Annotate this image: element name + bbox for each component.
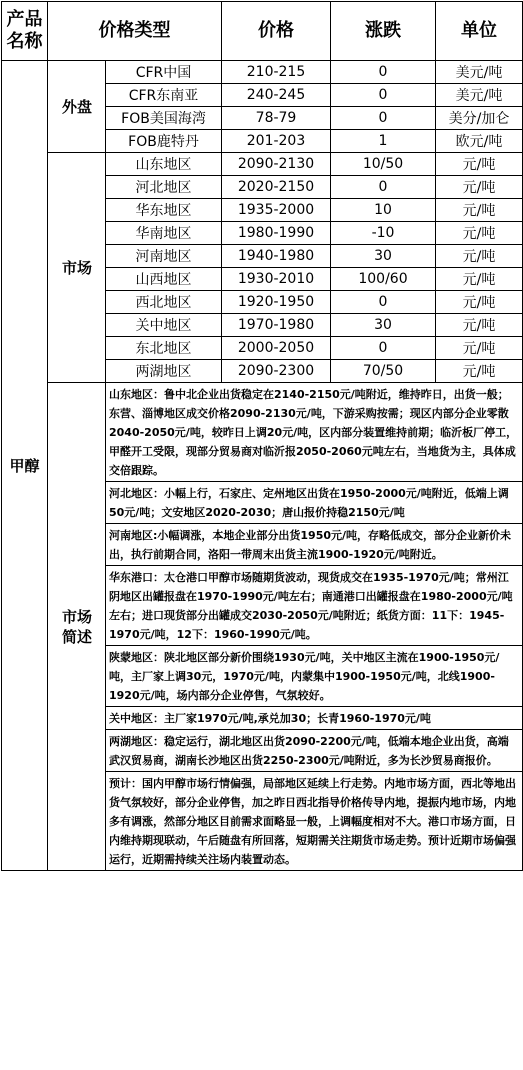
header-price: 价格 xyxy=(222,2,331,61)
price-cell: 1935-2000 xyxy=(222,199,331,222)
price-cell: 201-203 xyxy=(222,130,331,153)
external-group-label: 外盘 xyxy=(48,61,106,153)
price-type-cell: FOB鹿特丹 xyxy=(106,130,222,153)
summary-row xyxy=(2,383,523,871)
price-cell: 1930-2010 xyxy=(222,268,331,291)
methanol-price-table xyxy=(1,1,523,871)
price-type-cell: 两湖地区 xyxy=(106,360,222,383)
change-cell: -10 xyxy=(331,222,436,245)
summary-paragraph: 预计：国内甲醇市场行情偏强，局部地区延续上行走势。内地市场方面，西北等地出货气氛较好，部分企业停售，加之昨日西北指导价格传导内地，提振内地市场，内地多有调涨，然部分地区目前需求面略显一般，上调幅度相对不大。港口市场方面，日内维持期现联动，午后随盘有所回落，短期需关注期货市场走势。预计近期市场偏强运行，近期需持续关注场内装置动态。 xyxy=(109,777,516,866)
price-type-cell: 东北地区 xyxy=(106,337,222,360)
price-type-cell: 西北地区 xyxy=(106,291,222,314)
price-type-cell: 河北地区 xyxy=(106,176,222,199)
header-price-type: 价格类型 xyxy=(48,2,222,61)
unit-cell: 元/吨 xyxy=(436,153,523,176)
price-cell: 78-79 xyxy=(222,107,331,130)
price-cell: 210-215 xyxy=(222,61,331,84)
change-cell: 1 xyxy=(331,130,436,153)
change-cell: 30 xyxy=(331,245,436,268)
change-cell: 10/50 xyxy=(331,153,436,176)
unit-cell: 元/吨 xyxy=(436,360,523,383)
summary-label: 市场简述 xyxy=(48,383,106,871)
market-group-label: 市场 xyxy=(48,153,106,383)
price-type-cell: 关中地区 xyxy=(106,314,222,337)
unit-cell: 元/吨 xyxy=(436,176,523,199)
change-cell: 0 xyxy=(331,337,436,360)
product-name: 甲醇 xyxy=(2,61,48,871)
price-cell: 2020-2150 xyxy=(222,176,331,199)
price-type-cell: 华东地区 xyxy=(106,199,222,222)
summary-paragraph: 河南地区:小幅调涨，本地企业部分出货1950元/吨，存略低成交，部分企业新价未出，执行前期合同，洛阳一带周末出货主流1900-1920元/吨附近。 xyxy=(106,524,522,566)
price-row xyxy=(2,153,523,176)
unit-cell: 美元/吨 xyxy=(436,84,523,107)
price-type-cell: FOB美国海湾 xyxy=(106,107,222,130)
unit-cell: 元/吨 xyxy=(436,291,523,314)
price-type-cell: CFR中国 xyxy=(106,61,222,84)
change-cell: 100/60 xyxy=(331,268,436,291)
change-cell: 0 xyxy=(331,61,436,84)
summary-paragraph: 陕蒙地区：陕北地区部分新价围绕1930元/吨，关中地区主流在1900-1950元/吨，主厂家上调30元，1970元/吨，内蒙集中1900-1950元/吨，北线1900-1920元/吨，场内部分企业停售，气氛较好。 xyxy=(106,646,522,707)
price-type-cell: 河南地区 xyxy=(106,245,222,268)
unit-cell: 元/吨 xyxy=(436,222,523,245)
unit-cell: 元/吨 xyxy=(436,337,523,360)
summary-paragraph: 华东港口：太仓港口甲醇市场随期货波动，现货成交在1935-1970元/吨；常州江阴地区出罐报盘在1970-1990元/吨左右；南通港口出罐报盘在1980-2000元/吨左右；进口现货部分出罐成交2030-2050元/吨附近；纸货方面：11下：1945-1970元/吨，12下：1960-1990元/吨。 xyxy=(106,566,522,646)
unit-cell: 美元/吨 xyxy=(436,61,523,84)
change-cell: 30 xyxy=(331,314,436,337)
header-row xyxy=(2,2,523,61)
price-cell: 2090-2130 xyxy=(222,153,331,176)
summary-content xyxy=(106,383,523,871)
change-cell: 0 xyxy=(331,176,436,199)
change-cell: 10 xyxy=(331,199,436,222)
price-cell: 2000-2050 xyxy=(222,337,331,360)
summary-paragraph: 河北地区：小幅上行，石家庄、定州地区出货在1950-2000元/吨附近，低端上调50元/吨；文安地区2020-2030；唐山报价持稳2150元/吨 xyxy=(106,482,522,524)
summary-paragraph: 山东地区：鲁中北企业出货稳定在2140-2150元/吨附近，维持昨日，出货一般；东营、淄博地区成交价格2090-2130元/吨，下游采购按需；现区内部分企业零散2040-2050元/吨，较昨日上调20元/吨，区内部分装置维持前期；临沂板厂停工，甲醛开工受限，现部分贸易商对临沂报2050-2060元吨左右，当地货为主，具体成交倍跟踪。 xyxy=(106,383,522,482)
unit-cell: 美分/加仑 xyxy=(436,107,523,130)
price-cell: 1980-1990 xyxy=(222,222,331,245)
price-type-cell: 山东地区 xyxy=(106,153,222,176)
header-unit: 单位 xyxy=(436,2,523,61)
unit-cell: 元/吨 xyxy=(436,245,523,268)
price-cell: 2090-2300 xyxy=(222,360,331,383)
price-row xyxy=(2,61,523,84)
unit-cell: 欧元/吨 xyxy=(436,130,523,153)
unit-cell: 元/吨 xyxy=(436,314,523,337)
price-cell: 240-245 xyxy=(222,84,331,107)
summary-paragraph: 两湖地区：稳定运行，湖北地区出货2090-2200元/吨，低端本地企业出货，高端武汉贸易商，湖南长沙地区出货2250-2300元/吨附近，多为长沙贸易商报价。 xyxy=(106,730,522,772)
price-cell: 1940-1980 xyxy=(222,245,331,268)
change-cell: 0 xyxy=(331,107,436,130)
change-cell: 0 xyxy=(331,84,436,107)
unit-cell: 元/吨 xyxy=(436,268,523,291)
price-cell: 1970-1980 xyxy=(222,314,331,337)
unit-cell: 元/吨 xyxy=(436,199,523,222)
price-type-cell: CFR东南亚 xyxy=(106,84,222,107)
summary-paragraph: 关中地区：主厂家1970元/吨,承兑加30；长青1960-1970元/吨 xyxy=(106,707,522,730)
price-type-cell: 华南地区 xyxy=(106,222,222,245)
price-type-cell: 山西地区 xyxy=(106,268,222,291)
header-product: 产品名称 xyxy=(2,2,48,61)
price-cell: 1920-1950 xyxy=(222,291,331,314)
change-cell: 70/50 xyxy=(331,360,436,383)
change-cell: 0 xyxy=(331,291,436,314)
header-change: 涨跌 xyxy=(331,2,436,61)
